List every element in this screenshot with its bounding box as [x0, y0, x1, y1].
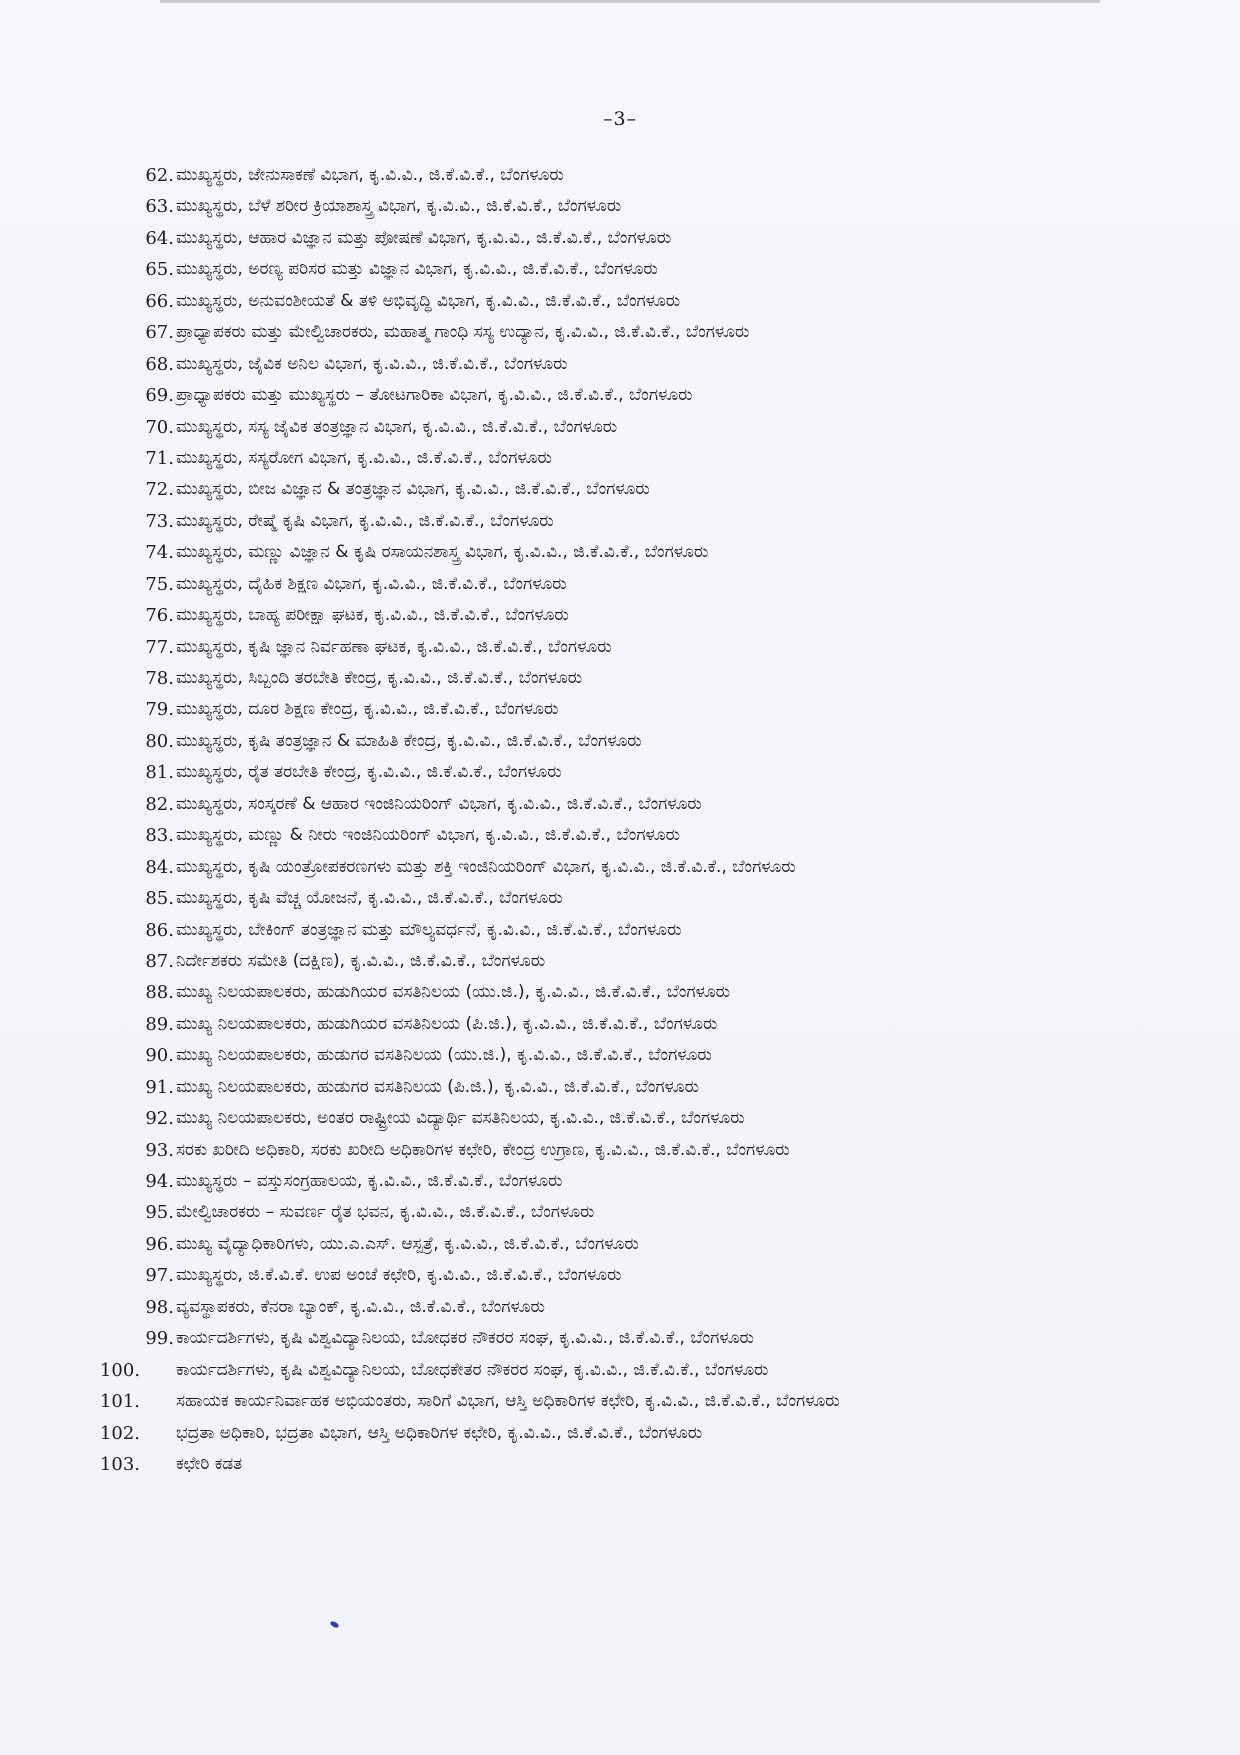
list-item — [0, 1260, 1240, 1291]
item-number: 65. — [145, 259, 174, 281]
list-item — [0, 537, 1240, 568]
list-item — [0, 977, 1240, 1008]
item-text: ಮುಖ್ಯಸ್ಥರು, ರೇಷ್ಮೆ ಕೃಷಿ ವಿಭಾಗ, ಕೃ.ವಿ.ವಿ., ಜಿ.ಕೆ.ವಿ.ಕೆ., ಬೆಂಗಳೂರು — [176, 510, 554, 531]
list-item — [0, 883, 1240, 914]
list-item — [0, 506, 1240, 537]
list-item — [0, 569, 1240, 600]
list-item — [0, 1166, 1240, 1197]
item-number: 72. — [145, 479, 174, 501]
item-number: 78. — [145, 668, 174, 689]
item-text: ಮುಖ್ಯಸ್ಥರು, ದೂರ ಶಿಕ್ಷಣ ಕೇಂದ್ರ, ಕೃ.ವಿ.ವಿ., ಜಿ.ಕೆ.ವಿ.ಕೆ., ಬೆಂಗಳೂರು — [176, 699, 559, 720]
item-number: 95. — [145, 1202, 174, 1224]
item-number: 103. — [99, 1453, 140, 1475]
item-text: ಮುಖ್ಯಸ್ಥರು, ಕೃಷಿ ಜ್ಞಾನ ನಿರ್ವಹಣಾ ಘಟಕ, ಕೃ.ವಿ.ವಿ., ಜಿ.ಕೆ.ವಿ.ಕೆ., ಬೆಂಗಳೂರು — [176, 636, 612, 657]
item-number: 100. — [99, 1359, 140, 1381]
item-text: ಮುಖ್ಯಸ್ಥರು, ಆಹಾರ ವಿಜ್ಞಾನ ಮತ್ತು ಪೋಷಣೆ ವಿಭಾಗ, ಕೃ.ವಿ.ವಿ., ಜಿ.ಕೆ.ವಿ.ಕೆ., ಬೆಂಗಳೂರು — [176, 227, 672, 248]
list-item — [0, 1292, 1240, 1323]
list-item — [0, 412, 1240, 443]
list-item — [0, 1229, 1240, 1260]
list-item — [0, 820, 1240, 851]
item-text: ನಿರ್ದೇಶಕರು ಸಮೇತಿ (ದಕ್ಷಿಣ), ಕೃ.ವಿ.ವಿ., ಜಿ.ಕೆ.ವಿ.ಕೆ., ಬೆಂಗಳೂರು — [176, 950, 546, 971]
item-text: ಮುಖ್ಯ ವೈದ್ಯಾಧಿಕಾರಿಗಳು, ಯು.ಎ.ಎಸ್. ಆಸ್ಪತ್ರೆ, ಕೃ.ವಿ.ವಿ., ಜಿ.ಕೆ.ವಿ.ಕೆ., ಬೆಂಗಳೂರು — [176, 1233, 639, 1254]
ink-mark — [329, 1620, 339, 1629]
item-number: 80. — [145, 730, 174, 752]
item-number: 97. — [145, 1265, 174, 1287]
list-item — [0, 600, 1240, 631]
item-number: 73. — [145, 510, 174, 532]
item-text: ಪ್ರಾಧ್ಯಾಪಕರು ಮತ್ತು ಮುಖ್ಯಸ್ಥರು – ತೋಟಗಾರಿಕಾ ವಿಭಾಗ, ಕೃ.ವಿ.ವಿ., ಜಿ.ಕೆ.ವಿ.ಕೆ., ಬೆಂಗಳೂರು — [176, 385, 693, 406]
item-number: 90. — [145, 1045, 174, 1067]
item-text: ಮುಖ್ಯಸ್ಥರು, ಅನುವಂಶೀಯತೆ & ತಳಿ ಅಭಿವೃದ್ಧಿ ವಿಭಾಗ, ಕೃ.ವಿ.ವಿ., ಜಿ.ಕೆ.ವಿ.ಕೆ., ಬೆಂಗಳೂರು — [176, 290, 681, 311]
item-number: 94. — [145, 1171, 174, 1192]
list-item — [0, 694, 1240, 725]
item-text: ಕಾರ್ಯದರ್ಶಿಗಳು, ಕೃಷಿ ವಿಶ್ವವಿದ್ಯಾನಿಲಯ, ಬೋಧಕೇತರ ನೌಕರರ ಸಂಘ, ಕೃ.ವಿ.ವಿ., ಜಿ.ಕೆ.ವಿ.ಕೆ., ಬೆಂಗಳೂರು — [176, 1359, 769, 1380]
item-text: ಮುಖ್ಯಸ್ಥರು, ಬಾಹ್ಯ ಪರೀಕ್ಷಾ ಘಟಕ, ಕೃ.ವಿ.ವಿ., ಜಿ.ಕೆ.ವಿ.ಕೆ., ಬೆಂಗಳೂರು — [176, 605, 569, 626]
item-text: ಮುಖ್ಯಸ್ಥರು, ಸಿಬ್ಬಂದಿ ತರಬೇತಿ ಕೇಂದ್ರ, ಕೃ.ವಿ.ವಿ., ಜಿ.ಕೆ.ವಿ.ಕೆ., ಬೆಂಗಳೂರು — [176, 668, 583, 688]
item-number: 98. — [145, 1296, 174, 1318]
list-item — [0, 663, 1240, 694]
item-text: ವ್ಯವಸ್ಥಾಪಕರು, ಕೆನರಾ ಬ್ಯಾಂಕ್, ಕೃ.ವಿ.ವಿ., ಜಿ.ಕೆ.ವಿ.ಕೆ., ಬೆಂಗಳೂರು — [176, 1296, 545, 1317]
list-item — [0, 1386, 1240, 1417]
item-text: ಮುಖ್ಯಸ್ಥರು, ಕೃಷಿ ವೆಚ್ಚ ಯೋಜನೆ, ಕೃ.ವಿ.ವಿ., ಜಿ.ಕೆ.ವಿ.ಕೆ., ಬೆಂಗಳೂರು — [176, 888, 563, 909]
item-text: ಮುಖ್ಯ ನಿಲಯಪಾಲಕರು, ಅಂತರ ರಾಷ್ಟ್ರೀಯ ವಿದ್ಯಾರ್ಥಿ ವಸತಿನಿಲಯ, ಕೃ.ವಿ.ವಿ., ಜಿ.ಕೆ.ವಿ.ಕೆ., ಬೆಂಗಳೂರು — [176, 1108, 745, 1129]
list-item — [0, 443, 1240, 474]
item-number: 87. — [145, 950, 174, 972]
list-item — [0, 286, 1240, 317]
item-number: 74. — [145, 542, 174, 564]
item-number: 71. — [145, 447, 174, 469]
item-text: ಮುಖ್ಯಸ್ಥರು, ಜಿ.ಕೆ.ವಿ.ಕೆ. ಉಪ ಅಂಚೆ ಕಛೇರಿ, ಕೃ.ವಿ.ವಿ., ಜಿ.ಕೆ.ವಿ.ಕೆ., ಬೆಂಗಳೂರು — [176, 1265, 622, 1286]
list-item — [0, 1197, 1240, 1228]
list-item — [0, 726, 1240, 757]
item-text: ಮುಖ್ಯ ನಿಲಯಪಾಲಕರು, ಹುಡುಗಿಯರ ವಸತಿನಿಲಯ (ಪಿ.ಜಿ.), ಕೃ.ವಿ.ವಿ., ಜಿ.ಕೆ.ವಿ.ಕೆ., ಬೆಂಗಳೂರು — [176, 1013, 718, 1034]
item-number: 67. — [145, 322, 174, 344]
item-number: 68. — [145, 353, 174, 375]
list-item — [0, 1355, 1240, 1386]
item-text: ಮುಖ್ಯಸ್ಥರು, ಕೃಷಿ ತಂತ್ರಜ್ಞಾನ & ಮಾಹಿತಿ ಕೇಂದ್ರ, ಕೃ.ವಿ.ವಿ., ಜಿ.ಕೆ.ವಿ.ಕೆ., ಬೆಂಗಳೂರು — [176, 730, 642, 751]
list-item — [0, 254, 1240, 285]
item-text: ಮುಖ್ಯಸ್ಥರು, ಮಣ್ಣು ವಿಜ್ಞಾನ & ಕೃಷಿ ರಸಾಯನಶಾಸ್ತ್ರ ವಿಭಾಗ, ಕೃ.ವಿ.ವಿ., ಜಿ.ಕೆ.ವಿ.ಕೆ., ಬೆಂಗಳೂರು — [176, 542, 709, 563]
list-item — [0, 915, 1240, 946]
item-number: 85. — [145, 888, 174, 910]
item-number: 76. — [145, 605, 174, 627]
item-number: 96. — [145, 1233, 174, 1255]
item-number: 83. — [145, 825, 174, 847]
list-item — [0, 1418, 1240, 1449]
item-text: ಮೇಲ್ವಿಚಾರಕರು – ಸುವರ್ಣ ರೈತ ಭವನ, ಕೃ.ವಿ.ವಿ., ಜಿ.ಕೆ.ವಿ.ಕೆ., ಬೆಂಗಳೂರು — [176, 1202, 595, 1223]
list-item — [0, 349, 1240, 380]
item-number: 84. — [145, 856, 174, 878]
item-text: ಕಾರ್ಯದರ್ಶಿಗಳು, ಕೃಷಿ ವಿಶ್ವವಿದ್ಯಾನಿಲಯ, ಬೋಧಕರ ನೌಕರರ ಸಂಘ, ಕೃ.ವಿ.ವಿ., ಜಿ.ಕೆ.ವಿ.ಕೆ., ಬೆಂಗಳೂರು — [176, 1328, 754, 1349]
list-item — [0, 632, 1240, 663]
item-number: 89. — [145, 1013, 174, 1035]
item-number: 64. — [145, 227, 174, 249]
item-number: 92. — [145, 1108, 174, 1130]
list-item — [0, 160, 1240, 191]
list-item — [0, 789, 1240, 820]
item-text: ಮುಖ್ಯಸ್ಥರು, ಸಸ್ಯರೋಗ ವಿಭಾಗ, ಕೃ.ವಿ.ವಿ., ಜಿ.ಕೆ.ವಿ.ಕೆ., ಬೆಂಗಳೂರು — [176, 447, 552, 468]
item-number: 82. — [145, 793, 174, 815]
item-number: 66. — [145, 290, 174, 312]
item-text: ಮುಖ್ಯ ನಿಲಯಪಾಲಕರು, ಹುಡುಗರ ವಸತಿನಿಲಯ (ಪಿ.ಜಿ.), ಕೃ.ವಿ.ವಿ., ಜಿ.ಕೆ.ವಿ.ಕೆ., ಬೆಂಗಳೂರು — [176, 1076, 700, 1097]
item-number: 81. — [145, 762, 174, 784]
item-number: 63. — [145, 196, 174, 218]
item-number: 69. — [145, 385, 174, 407]
item-text: ಮುಖ್ಯ ನಿಲಯಪಾಲಕರು, ಹುಡುಗಿಯರ ವಸತಿನಿಲಯ (ಯು.ಜಿ.), ಕೃ.ವಿ.ವಿ., ಜಿ.ಕೆ.ವಿ.ಕೆ., ಬೆಂಗಳೂರು — [176, 982, 731, 1003]
list-item — [0, 1040, 1240, 1071]
item-number: 93. — [145, 1139, 174, 1161]
item-text: ಮುಖ್ಯಸ್ಥರು, ಸಸ್ಯ ಜೈವಿಕ ತಂತ್ರಜ್ಞಾನ ವಿಭಾಗ, ಕೃ.ವಿ.ವಿ., ಜಿ.ಕೆ.ವಿ.ಕೆ., ಬೆಂಗಳೂರು — [176, 416, 618, 437]
item-text: ಮುಖ್ಯಸ್ಥರು – ವಸ್ತುಸಂಗ್ರಹಾಲಯ, ಕೃ.ವಿ.ವಿ., ಜಿ.ಕೆ.ವಿ.ಕೆ., ಬೆಂಗಳೂರು — [176, 1171, 563, 1191]
item-text: ಮುಖ್ಯ ನಿಲಯಪಾಲಕರು, ಹುಡುಗರ ವಸತಿನಿಲಯ (ಯು.ಜಿ.), ಕೃ.ವಿ.ವಿ., ಜಿ.ಕೆ.ವಿ.ಕೆ., ಬೆಂಗಳೂರು — [176, 1045, 712, 1066]
item-text: ಮುಖ್ಯಸ್ಥರು, ರೈತ ತರಬೇತಿ ಕೇಂದ್ರ, ಕೃ.ವಿ.ವಿ., ಜಿ.ಕೆ.ವಿ.ಕೆ., ಬೆಂಗಳೂರು — [176, 762, 562, 783]
list-item — [0, 380, 1240, 411]
list-item — [0, 474, 1240, 505]
list-item — [0, 1072, 1240, 1103]
item-text: ಮುಖ್ಯಸ್ಥರು, ಬೇಕಿಂಗ್ ತಂತ್ರಜ್ಞಾನ ಮತ್ತು ಮೌಲ್ಯವರ್ಧನೆ, ಕೃ.ವಿ.ವಿ., ಜಿ.ಕೆ.ವಿ.ಕೆ., ಬೆಂಗಳೂರು — [176, 919, 682, 940]
item-text: ಮುಖ್ಯಸ್ಥರು, ಜೇನುಸಾಕಣೆ ವಿಭಾಗ, ಕೃ.ವಿ.ವಿ., ಜಿ.ಕೆ.ವಿ.ಕೆ., ಬೆಂಗಳೂರು — [176, 165, 564, 185]
list-item — [0, 946, 1240, 977]
list-item — [0, 852, 1240, 883]
item-text: ಸರಕು ಖರೀದಿ ಅಧಿಕಾರಿ, ಸರಕು ಖರೀದಿ ಅಧಿಕಾರಿಗಳ ಕಛೇರಿ, ಕೇಂದ್ರ ಉಗ್ರಾಣ, ಕೃ.ವಿ.ವಿ., ಜಿ.ಕೆ.ವಿ.ಕೆ., ಬೆಂಗಳೂರು — [176, 1139, 790, 1160]
item-text: ಮುಖ್ಯಸ್ಥರು, ಕೃಷಿ ಯಂತ್ರೋಪಕರಣಗಳು ಮತ್ತು ಶಕ್ತಿ ಇಂಜಿನಿಯರಿಂಗ್ ವಿಭಾಗ, ಕೃ.ವಿ.ವಿ., ಜಿ.ಕೆ.ವಿ.ಕೆ., ಬೆಂಗಳೂರು — [176, 856, 796, 877]
item-text: ಸಹಾಯಕ ಕಾರ್ಯನಿರ್ವಾಹಕ ಅಭಿಯಂತರು, ಸಾರಿಗೆ ವಿಭಾಗ, ಆಸ್ತಿ ಅಧಿಕಾರಿಗಳ ಕಛೇರಿ, ಕೃ.ವಿ.ವಿ., ಜಿ.ಕೆ.ವಿ.ಕೆ., ಬೆಂಗಳೂರು — [176, 1391, 840, 1412]
item-number: 102. — [99, 1422, 140, 1444]
item-text: ಮುಖ್ಯಸ್ಥರು, ದೈಹಿಕ ಶಿಕ್ಷಣ ವಿಭಾಗ, ಕೃ.ವಿ.ವಿ., ಜಿ.ಕೆ.ವಿ.ಕೆ., ಬೆಂಗಳೂರು — [176, 573, 567, 594]
list-item — [0, 317, 1240, 348]
item-number: 70. — [145, 416, 174, 438]
list-item — [0, 223, 1240, 254]
item-text: ಮುಖ್ಯಸ್ಥರು, ಅರಣ್ಯ ಪರಿಸರ ಮತ್ತು ವಿಜ್ಞಾನ ವಿಭಾಗ, ಕೃ.ವಿ.ವಿ., ಜಿ.ಕೆ.ವಿ.ಕೆ., ಬೆಂಗಳೂರು — [176, 259, 658, 280]
list-item — [0, 757, 1240, 788]
item-number: 99. — [145, 1328, 174, 1350]
list-item — [0, 1449, 1240, 1480]
page-number: –3– — [602, 108, 638, 130]
list-item — [0, 1009, 1240, 1040]
item-number: 77. — [145, 636, 174, 658]
item-number: 75. — [145, 573, 174, 595]
item-number: 101. — [99, 1391, 140, 1413]
item-text: ಮುಖ್ಯಸ್ಥರು, ಬೀಜ ವಿಜ್ಞಾನ & ತಂತ್ರಜ್ಞಾನ ವಿಭಾಗ, ಕೃ.ವಿ.ವಿ., ಜಿ.ಕೆ.ವಿ.ಕೆ., ಬೆಂಗಳೂರು — [176, 479, 650, 500]
item-number: 62. — [145, 165, 174, 186]
item-text: ಕಛೇರಿ ಕಡತ — [176, 1453, 243, 1474]
item-text: ಪ್ರಾಧ್ಯಾಪಕರು ಮತ್ತು ಮೇಲ್ವಿಚಾರಕರು, ಮಹಾತ್ಮ ಗಾಂಧಿ ಸಸ್ಯ ಉದ್ಯಾನ, ಕೃ.ವಿ.ವಿ., ಜಿ.ಕೆ.ವಿ.ಕೆ., ಬೆಂಗಳೂರು — [176, 322, 750, 343]
item-text: ಮುಖ್ಯಸ್ಥರು, ಸಂಸ್ಕರಣೆ & ಆಹಾರ ಇಂಜಿನಿಯರಿಂಗ್ ವಿಭಾಗ, ಕೃ.ವಿ.ವಿ., ಜಿ.ಕೆ.ವಿ.ಕೆ., ಬೆಂಗಳೂರು — [176, 793, 702, 814]
item-number: 79. — [145, 699, 174, 721]
item-text: ಮುಖ್ಯಸ್ಥರು, ಜೈವಿಕ ಅನಿಲ ವಿಭಾಗ, ಕೃ.ವಿ.ವಿ., ಜಿ.ಕೆ.ವಿ.ಕೆ., ಬೆಂಗಳೂರು — [176, 353, 568, 374]
scan-edge — [160, 0, 1100, 3]
list-item — [0, 1103, 1240, 1134]
item-text: ಭದ್ರತಾ ಅಧಿಕಾರಿ, ಭದ್ರತಾ ವಿಭಾಗ, ಆಸ್ತಿ ಅಧಿಕಾರಿಗಳ ಕಛೇರಿ, ಕೃ.ವಿ.ವಿ., ಜಿ.ಕೆ.ವಿ.ಕೆ., ಬೆಂಗಳೂರು — [176, 1422, 703, 1443]
item-text: ಮುಖ್ಯಸ್ಥರು, ಮಣ್ಣು & ನೀರು ಇಂಜಿನಿಯರಿಂಗ್ ವಿಭಾಗ, ಕೃ.ವಿ.ವಿ., ಜಿ.ಕೆ.ವಿ.ಕೆ., ಬೆಂಗಳೂರು — [176, 825, 680, 846]
list-item — [0, 1323, 1240, 1354]
item-number: 88. — [145, 982, 174, 1004]
item-number: 91. — [145, 1076, 174, 1098]
item-text: ಮುಖ್ಯಸ್ಥರು, ಬೆಳೆ ಶರೀರ ಕ್ರಿಯಾಶಾಸ್ತ್ರ ವಿಭಾಗ, ಕೃ.ವಿ.ವಿ., ಜಿ.ಕೆ.ವಿ.ಕೆ., ಬೆಂಗಳೂರು — [176, 196, 622, 217]
item-number: 86. — [145, 919, 174, 941]
list-item — [0, 1135, 1240, 1166]
recipient-list — [0, 160, 1240, 1480]
list-item — [0, 191, 1240, 222]
